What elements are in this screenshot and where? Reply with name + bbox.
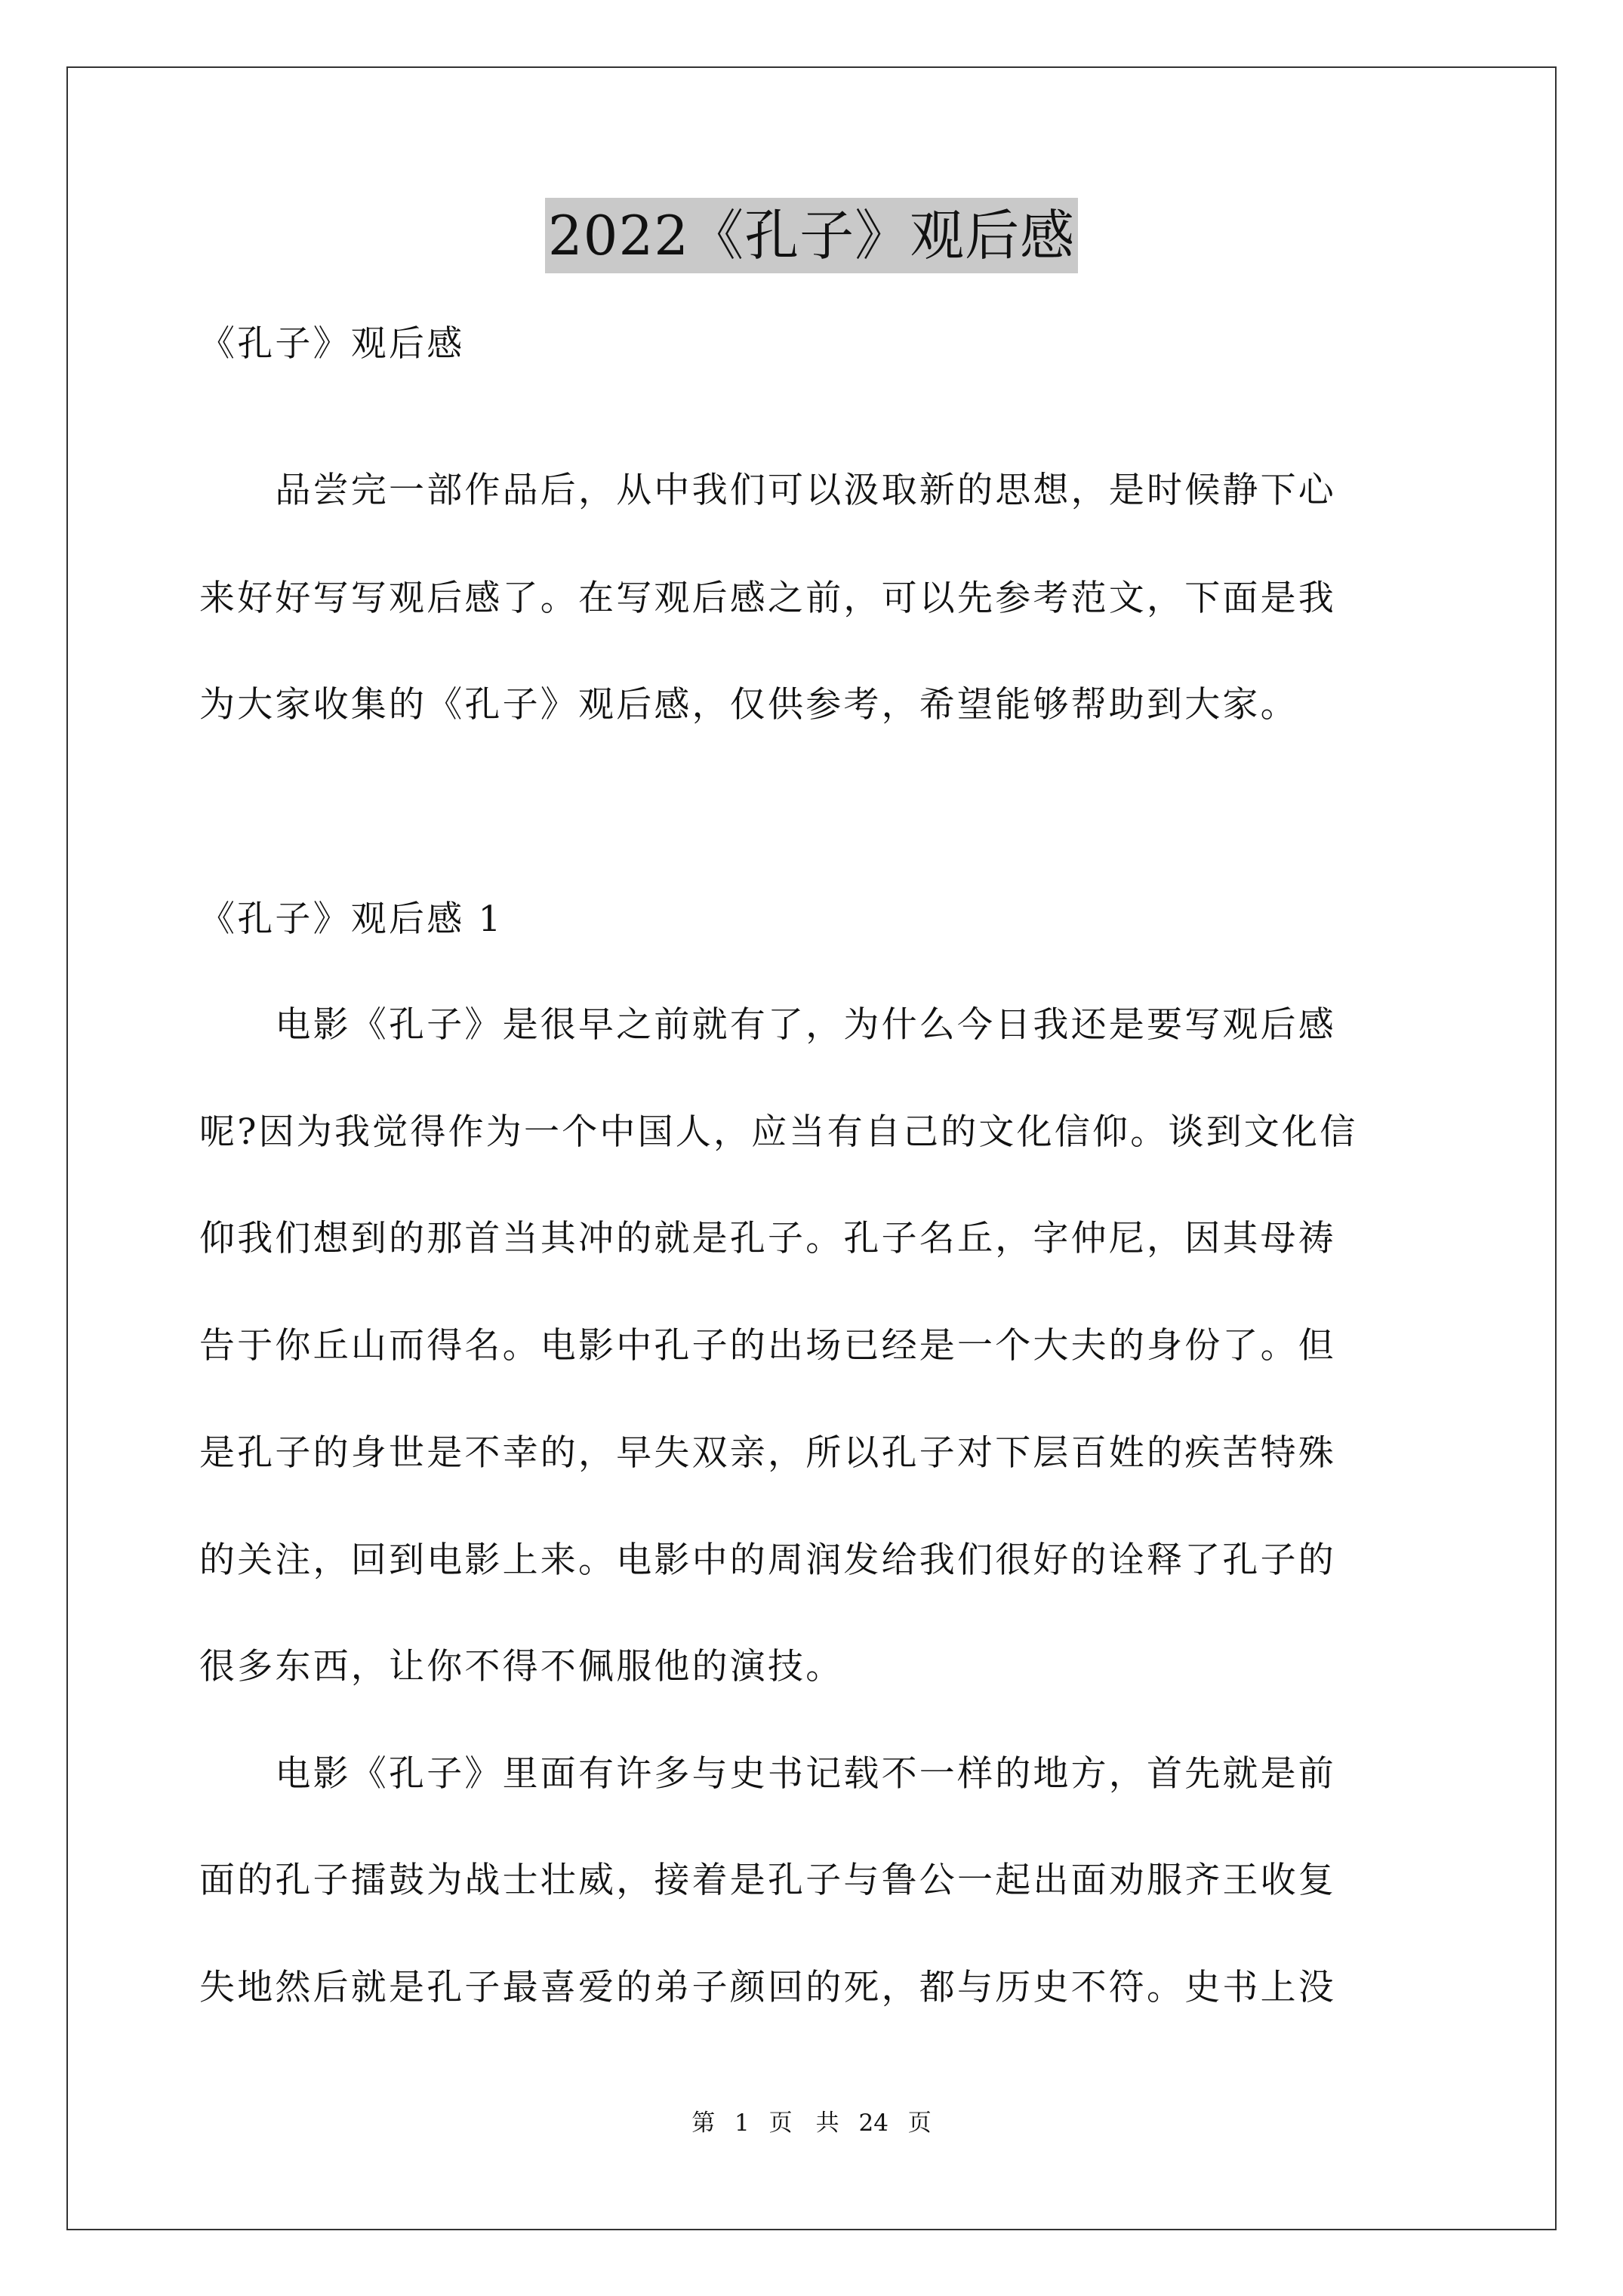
text-line: 面的孔子擂鼓为战士壮威，接着是孔子与鲁公一起出面劝服齐王收复 xyxy=(199,1860,1336,1901)
text-line: 来好好写写观后感了。在写观后感之前，可以先参考范文，下面是我 xyxy=(199,578,1336,619)
document-title: 2022《孔子》观后感 xyxy=(545,198,1078,273)
text-line: 呢?因为我觉得作为一个中国人，应当有自己的文化信仰。谈到文化信 xyxy=(199,1111,1358,1153)
text-line: 的关注，回到电影上来。电影中的周润发给我们很好的诠释了孔子的 xyxy=(199,1539,1336,1581)
text-line: 告于你丘山而得名。电影中孔子的出场已经是一个大夫的身份了。但 xyxy=(199,1325,1336,1367)
page-footer: 第 1 页 共 24 页 xyxy=(691,2110,932,2137)
text-line: 电影《孔子》里面有许多与史书记载不一样的地方，首先就是前 xyxy=(199,1753,1336,1795)
text-line: 失地然后就是孔子最喜爱的弟子颜回的死，都与历史不符。史书上没 xyxy=(199,1967,1336,2008)
subtitle-line: 《孔子》观后感 xyxy=(199,323,465,365)
text-line: 是孔子的身世是不幸的，早失双亲，所以孔子对下层百姓的疾苦特殊 xyxy=(199,1432,1336,1474)
text-line: 品尝完一部作品后，从中我们可以汲取新的思想，是时候静下心 xyxy=(199,470,1336,511)
text-line: 很多东西，让你不得不佩服他的演技。 xyxy=(199,1646,844,1687)
text-line: 仰我们想到的那首当其冲的就是孔子。孔子名丘，字仲尼，因其母祷 xyxy=(199,1218,1336,1259)
section-heading: 《孔子》观后感 1 xyxy=(199,898,504,940)
text-line: 电影《孔子》是很早之前就有了，为什么今日我还是要写观后感 xyxy=(199,1004,1336,1046)
text-line: 为大家收集的《孔子》观后感，仅供参考，希望能够帮助到大家。 xyxy=(199,684,1298,726)
title-container xyxy=(0,198,1623,273)
